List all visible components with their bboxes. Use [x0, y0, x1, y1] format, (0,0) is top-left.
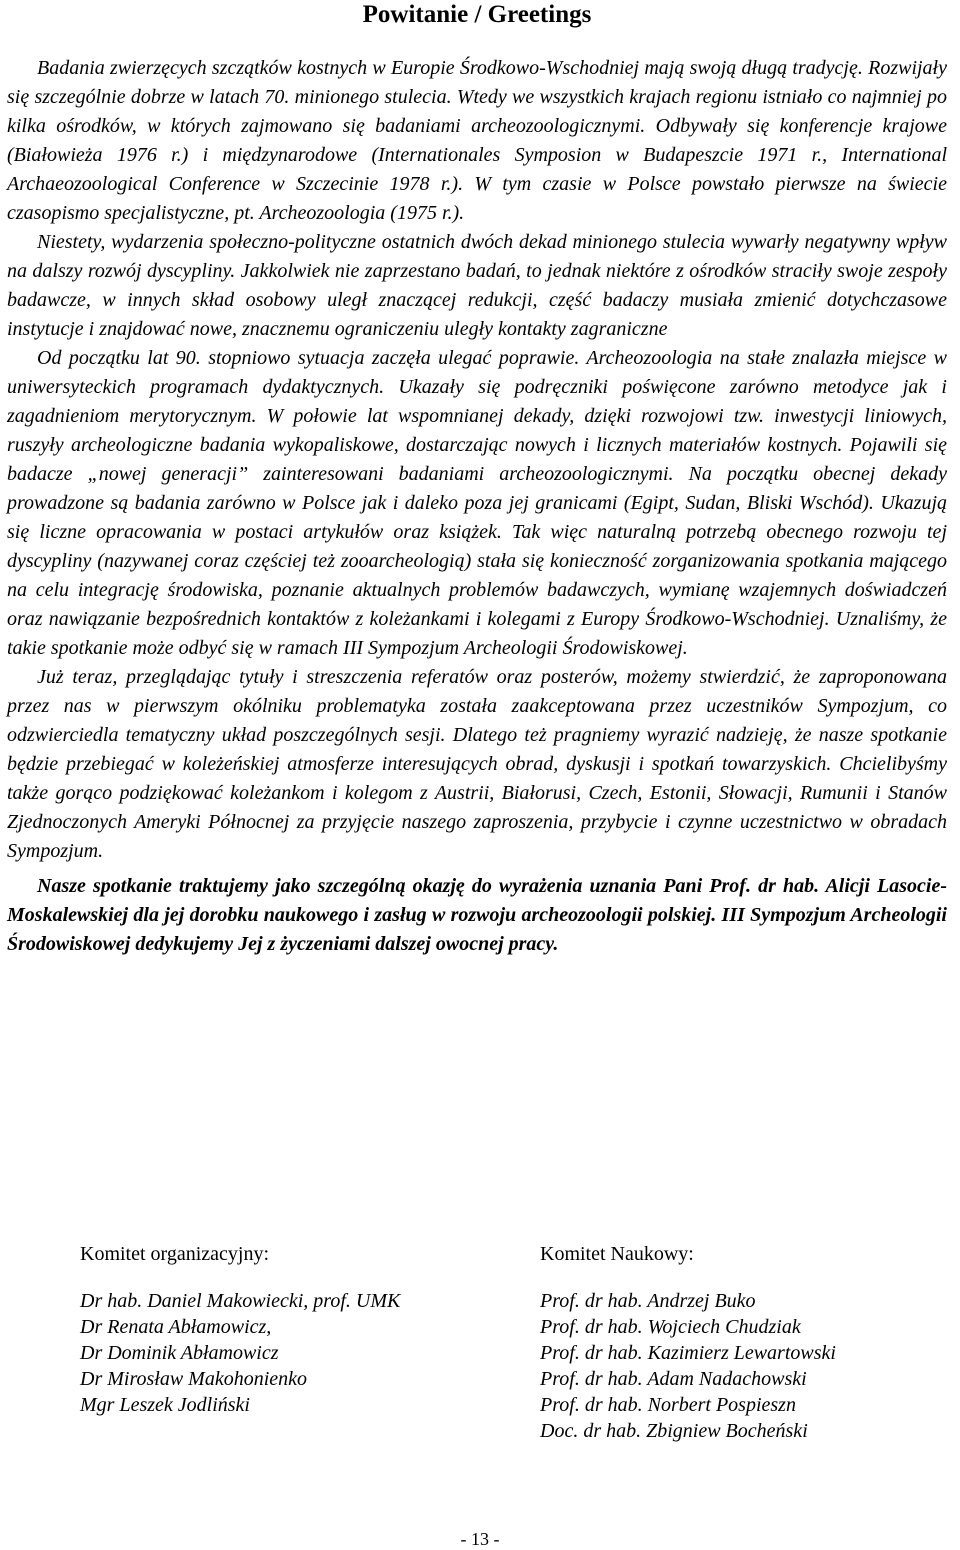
scientific-committee-title: Komitet Naukowy: — [540, 1243, 694, 1265]
page-number: - 13 - — [460, 1529, 500, 1549]
organizing-committee-member: Dr hab. Daniel Makowiecki, prof. UMK — [80, 1290, 401, 1312]
dedication-paragraph: Nasze spotkanie traktujemy jako szczególną okazję do wyrażenia uznania Pani Prof. dr hab. Alicji Lasocie-Moskalewskiej dla jej dorobku naukowego i zasług w rozwoju archeozoologii polskiej. III Sympozjum Archeologii Środowiskowej dedykujemy Jej z życzeniami dalszej owocnej pracy. — [7, 875, 947, 955]
scientific-committee-member: Doc. dr hab. Zbigniew Bocheński — [540, 1420, 808, 1442]
scientific-committee-member: Prof. dr hab. Norbert Pospieszn — [540, 1394, 796, 1416]
organizing-committee-member: Mgr Leszek Jodliński — [80, 1394, 250, 1416]
paragraph-3: Od początku lat 90. stopniowo sytuacja zaczęła ulegać poprawie. Archeozoologia na stałe znalazła miejsce w uniwersyteckich programach dydaktycznych. Ukazały się podręczniki poświęcone zarówno metodyce jak i zagadnieniom merytorycznym. W połowie lat wspomnianej dekady, dzięki rozwojowi tzw. inwestycji liniowych, ruszyły archeologiczne badania wykopaliskowe, dostarczając nowych i licznych materiałów kostnych. Pojawili się badacze „nowej generacji” zainteresowani badaniami archeozoologicznymi. Na początku obecnej dekady prowadzone są badania zarówno w Polsce jak i daleko poza jej granicami (Egipt, Sudan, Bliski Wschód). Ukazują się liczne opracowania w postaci artykułów oraz książek. Tak więc naturalną potrzebą obecnego rozwoju tej dyscypliny (nazywanej coraz częściej też zooarcheologią) stała się konieczność zorganizowania spotkania mającego na celu integrację środowiska, poznanie aktualnych problemów badawczych, wymianę wzajemnych doświadczeń oraz nawiązanie bezpośrednich kontaktów z koleżankami i kolegami z Europy Środkowo-Wschodniej. Uznaliśmy, że takie spotkanie może odbyć się w ramach III Sympozjum Archeologii Środowiskowej. — [7, 347, 947, 659]
organizing-committee-member: Dr Renata Abłamowicz, — [80, 1316, 272, 1338]
paragraph-4: Już teraz, przeglądając tytuły i streszczenia referatów oraz posterów, możemy stwierdzić, że zaproponowana przez nas w pierwszym okólniku problematyka została zaakceptowana przez uczestników Sympozjum, co odzwierciedla tematyczny układ poszczególnych sesji. Dlatego też pragniemy wyrazić nadzieję, że nasze spotkanie będzie przebiegać w koleżeńskiej atmosferze interesujących obrad, dyskusji i spotkań towarzyskich. Chcielibyśmy także gorąco podziękować koleżankom i kolegom z Austrii, Białorusi, Czech, Estonii, Słowacji, Rumunii i Stanów Zjednoczonych Ameryki Północnej za przyjęcie naszego zaproszenia, przybycie i czynne uczestnictwo w obradach Sympozjum. — [7, 666, 947, 862]
scientific-committee-member: Prof. dr hab. Adam Nadachowski — [540, 1368, 807, 1390]
organizing-committee-member: Dr Dominik Abłamowicz — [80, 1342, 279, 1364]
paragraph-1: Badania zwierzęcych szczątków kostnych w Europie Środkowo-Wschodniej mają swoją długą tradycję. Rozwijały się szczególnie dobrze w latach 70. minionego stulecia. Wtedy we wszystkich krajach regionu istniało co najmniej po kilka ośrodków, w których zajmowano się badaniami archeozoologicznymi. Odbywały się konferencje krajowe (Białowieża 1976 r.) i międzynarodowe (Internationales Symposion w Budapeszcie 1971 r., International Archaeozoological Conference w Szczecinie 1978 r.). W tym czasie w Polsce powstało pierwsze na świecie czasopismo specjalistyczne, pt. Archeozoologia (1975 r.). — [7, 57, 947, 224]
scientific-committee-member: Prof. dr hab. Andrzej Buko — [540, 1290, 756, 1312]
organizing-committee-member: Dr Mirosław Makohonienko — [80, 1368, 308, 1390]
greeting-body — [7, 54, 947, 866]
scientific-committee-member: Prof. dr hab. Wojciech Chudziak — [540, 1316, 801, 1338]
organizing-committee-title: Komitet organizacyjny: — [80, 1243, 270, 1265]
page-title: Powitanie / Greetings — [362, 1, 592, 28]
organizing-committee — [80, 1240, 540, 1444]
paragraph-2: Niestety, wydarzenia społeczno-polityczne ostatnich dwóch dekad minionego stulecia wywarły negatywny wpływ na dalszy rozwój dyscypliny. Jakkolwiek nie zaprzestano badań, to jednak niektóre z ośrodków straciły swoje zespoły badawcze, w innych skład osobowy uległ znaczącej redukcji, część badaczy musiała zmienić dotychczasowe instytucje i znajdować nowe, znacznemu ograniczeniu uległy kontakty zagraniczne — [7, 231, 947, 340]
committees — [80, 1240, 940, 1444]
scientific-committee-member: Prof. dr hab. Kazimierz Lewartowski — [540, 1342, 836, 1364]
scientific-committee — [540, 1240, 920, 1444]
